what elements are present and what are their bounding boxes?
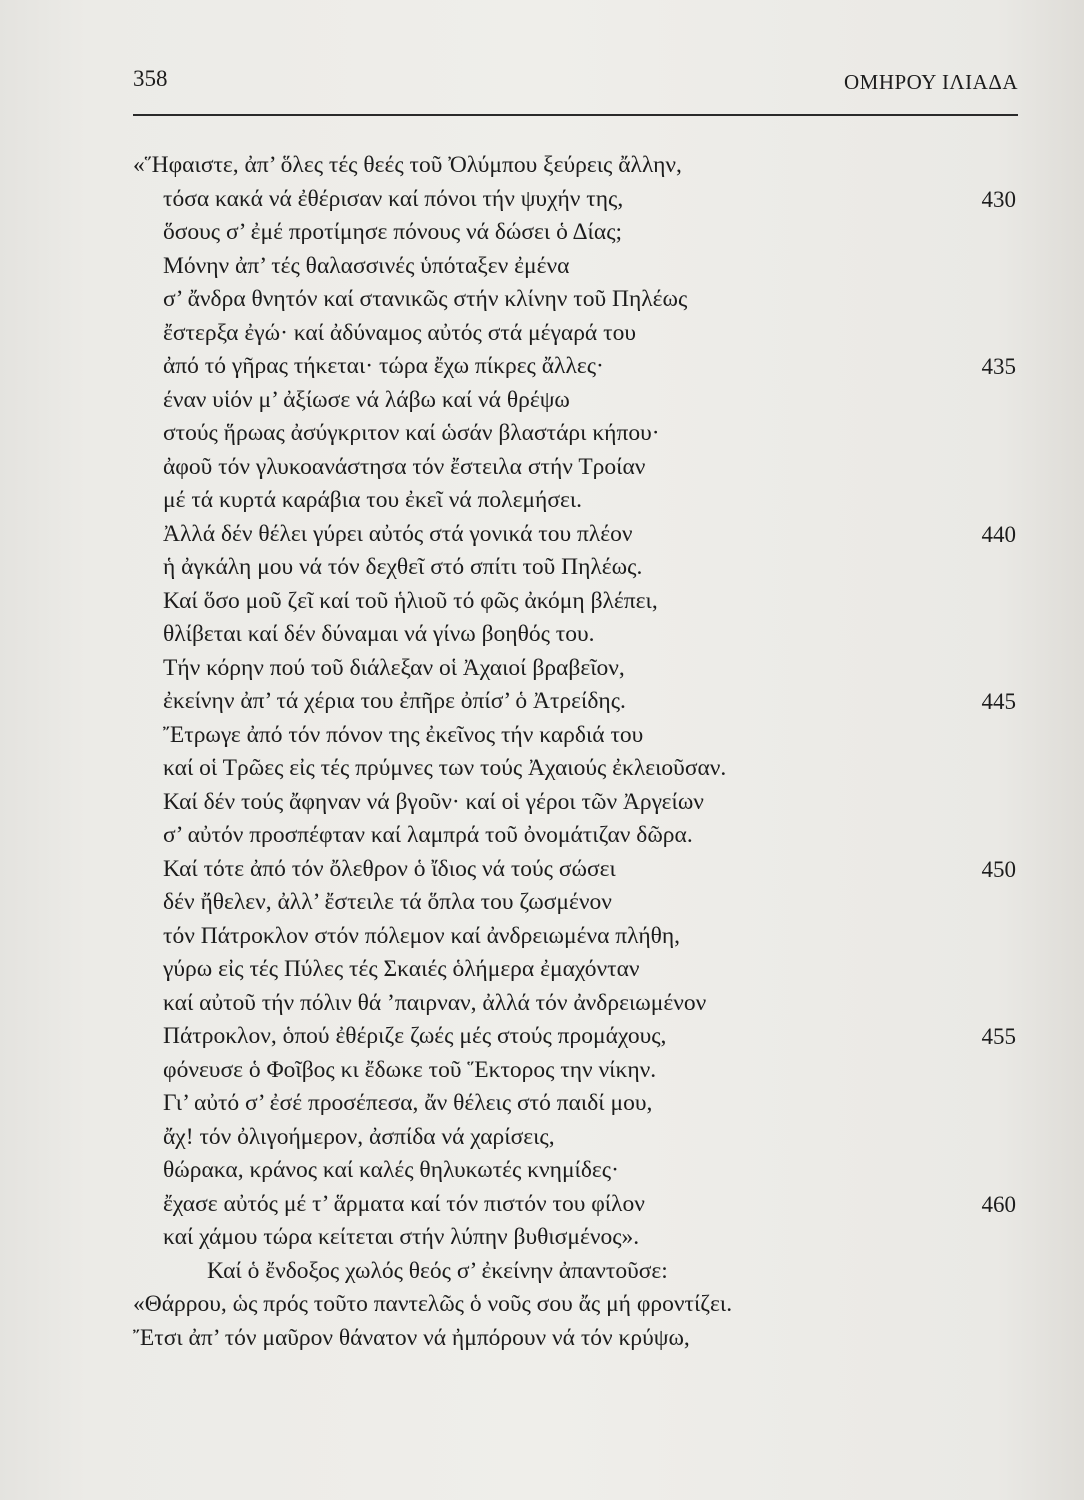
verse-line	[133, 417, 1018, 451]
verse-line	[133, 819, 1018, 853]
verse-text: Ἔτρωγε ἀπό τόν πόνον της ἐκεῖνος τήν καρδιά του	[163, 721, 644, 748]
verse-line	[133, 451, 1018, 485]
verse-line	[133, 283, 1018, 317]
verse-text: Ἀλλά δέν θέλει γύρει αὐτός στά γονικά του πλέον	[163, 520, 633, 547]
verse-line	[133, 652, 1018, 686]
verse-line	[133, 183, 1018, 217]
verse-text: ἔχασε αὐτός μέ τ’ ἅρματα καί τόν πιστόν του φίλον	[163, 1190, 645, 1217]
verse-line	[133, 1322, 1018, 1356]
verse-line	[133, 886, 1018, 920]
verse-text: Ἔτσι ἀπ’ τόν μαῦρον θάνατον νά ἠμπόρουν νά τόν κρύψω,	[133, 1324, 690, 1351]
verse-text: σ’ ἄνδρα θνητόν καί στανικῶς στήν κλίνην τοῦ Πηλέως	[163, 286, 688, 312]
verse-line	[133, 585, 1018, 619]
verse-text: καί οἱ Τρῶες εἰς τές πρύμνες των τούς Ἀχαιούς ἐκλειοῦσαν.	[163, 755, 727, 781]
verse-text: τόν Πάτροκλον στόν πόλεμον καί ἀνδρειωμένα πλήθη,	[163, 922, 681, 949]
verse-line	[133, 317, 1018, 351]
verse-text: Καί δέν τούς ἄφηναν νά βγοῦν· καί οἱ γέροι τῶν Ἀργείων	[163, 788, 704, 815]
verse-text: ἔστερξα ἐγώ· καί ἀδύναμος αὐτός στά μέγαρά του	[163, 319, 636, 346]
verse-line	[133, 987, 1018, 1021]
line-number: 460	[981, 1191, 1016, 1217]
verse-text: ἀπό τό γῆρας τήκεται· τώρα ἔχω πίκρες ἄλλες·	[163, 353, 604, 379]
verse-line	[133, 1020, 1018, 1054]
verse-line	[133, 1121, 1018, 1155]
verse-text: ὅσους σ’ ἐμέ προτίμησε πόνους νά δώσει ὁ Δίας;	[163, 219, 623, 245]
header-rule	[133, 114, 1018, 116]
verse-text: ἄχ! τόν ὀλιγοήμερον, ἀσπίδα νά χαρίσεις,	[163, 1123, 555, 1150]
verse-text: καί χάμου τώρα κείτεται στήν λύπην βυθισμένος».	[163, 1224, 640, 1250]
verse-text: θλίβεται καί δέν δύναμαι νά γίνω βοηθός του.	[163, 621, 595, 647]
verse-text: σ’ αὐτόν προσπέφταν καί λαμπρά τοῦ ὀνομάτιζαν δῶρα.	[163, 822, 693, 848]
verse-text: θώρακα, κράνος καί καλές θηλυκωτές κνημίδες·	[163, 1157, 619, 1183]
verse-text: γύρω εἰς τές Πύλες τές Σκαιές ὁλήμερα ἐμαχόνταν	[163, 956, 640, 982]
verse-line	[133, 216, 1018, 250]
poem-text	[133, 149, 1018, 1355]
verse-line	[133, 752, 1018, 786]
verse-line	[133, 853, 1018, 887]
line-number: 445	[981, 689, 1016, 714]
line-number: 430	[981, 186, 1016, 212]
verse-text: φόνευσε ὁ Φοῖβος κι ἔδωκε τοῦ Ἕκτορος την νίκην.	[163, 1056, 657, 1083]
verse-line	[133, 685, 1018, 719]
line-number: 440	[981, 521, 1016, 547]
verse-line	[133, 551, 1018, 585]
verse-line	[133, 1087, 1018, 1121]
verse-line	[133, 350, 1018, 384]
verse-line	[133, 1188, 1018, 1222]
verse-text: στούς ἥρωας ἀσύγκριτον καί ὡσάν βλαστάρι κήπου·	[163, 420, 660, 446]
verse-text: Καί ὅσο μοῦ ζεῖ καί τοῦ ἡλιοῦ τό φῶς ἀκόμη βλέπει,	[163, 587, 658, 614]
verse-line	[133, 384, 1018, 418]
verse-line	[133, 518, 1018, 552]
verse-text: ἐκείνην ἀπ’ τά χέρια του ἐπῆρε ὀπίσ’ ὁ Ἀτρείδης.	[163, 688, 626, 714]
verse-line	[133, 1221, 1018, 1255]
page-header	[133, 66, 1018, 106]
verse-text: μέ τά κυρτά καράβια του ἐκεῖ νά πολεμήσει.	[163, 487, 583, 513]
line-number: 435	[981, 354, 1016, 379]
verse-text: ἡ ἀγκάλη μου νά τόν δεχθεῖ στό σπίτι τοῦ Πηλέως.	[163, 554, 643, 580]
verse-text: Γι’ αὐτό σ’ ἐσέ προσέπεσα, ἄν θέλεις στό παιδί μου,	[163, 1090, 653, 1116]
verse-text: Καί τότε ἀπό τόν ὄλεθρον ὁ ἴδιος νά τούς σώσει	[163, 855, 616, 882]
verse-text: Τήν κόρην πού τοῦ διάλεξαν οἱ Ἀχαιοί βραβεῖον,	[163, 654, 625, 681]
verse-line	[133, 484, 1018, 518]
verse-text: Καί ὁ ἔνδοξος χωλός θεός σ’ ἐκείνην ἀπαντοῦσε:	[207, 1257, 668, 1284]
verse-line	[133, 149, 1018, 183]
verse-line	[133, 250, 1018, 284]
verse-line	[133, 719, 1018, 753]
verse-text: δέν ἤθελεν, ἀλλ’ ἔστειλε τά ὅπλα του ζωσμένον	[163, 889, 612, 915]
verse-line	[133, 786, 1018, 820]
page-number: 358	[133, 66, 168, 91]
verse-line	[133, 1054, 1018, 1088]
verse-line	[133, 1288, 1018, 1322]
verse-text: τόσα κακά νά ἐθέρισαν καί πόνοι τήν ψυχήν της,	[163, 185, 624, 212]
verse-text: έναν υἱόν μ’ ἀξίωσε νά λάβω καί νά θρέψω	[163, 386, 570, 413]
verse-text: «Ἥφαιστε, ἀπ’ ὅλες τές θεές τοῦ Ὀλύμπου ξεύρεις ἄλλην,	[133, 152, 682, 178]
verse-text: Πάτροκλον, ὁπού ἐθέριζε ζωές μές στούς προμάχους,	[163, 1023, 667, 1049]
verse-line	[133, 1255, 1018, 1289]
verse-line	[133, 1154, 1018, 1188]
verse-text: Μόνην ἀπ’ τές θαλασσινές ὑπόταξεν ἐμένα	[163, 252, 570, 279]
verse-text: καί αὐτοῦ τήν πόλιν θά ’παιρναν, ἀλλά τόν ἀνδρειωμένον	[163, 989, 707, 1016]
verse-text: ἀφοῦ τόν γλυκοανάστησα τόν ἔστειλα στήν Τροίαν	[163, 453, 646, 480]
verse-line	[133, 953, 1018, 987]
line-number: 450	[981, 856, 1016, 882]
verse-line	[133, 618, 1018, 652]
verse-text: «Θάρρου, ὡς πρός τοῦτο παντελῶς ὁ νοῦς σου ἄς μή φροντίζει.	[133, 1291, 733, 1317]
verse-line	[133, 920, 1018, 954]
running-title: ΟΜΗΡΟΥ ΙΛΙΑΔΑ	[844, 70, 1018, 94]
line-number: 455	[981, 1024, 1016, 1049]
